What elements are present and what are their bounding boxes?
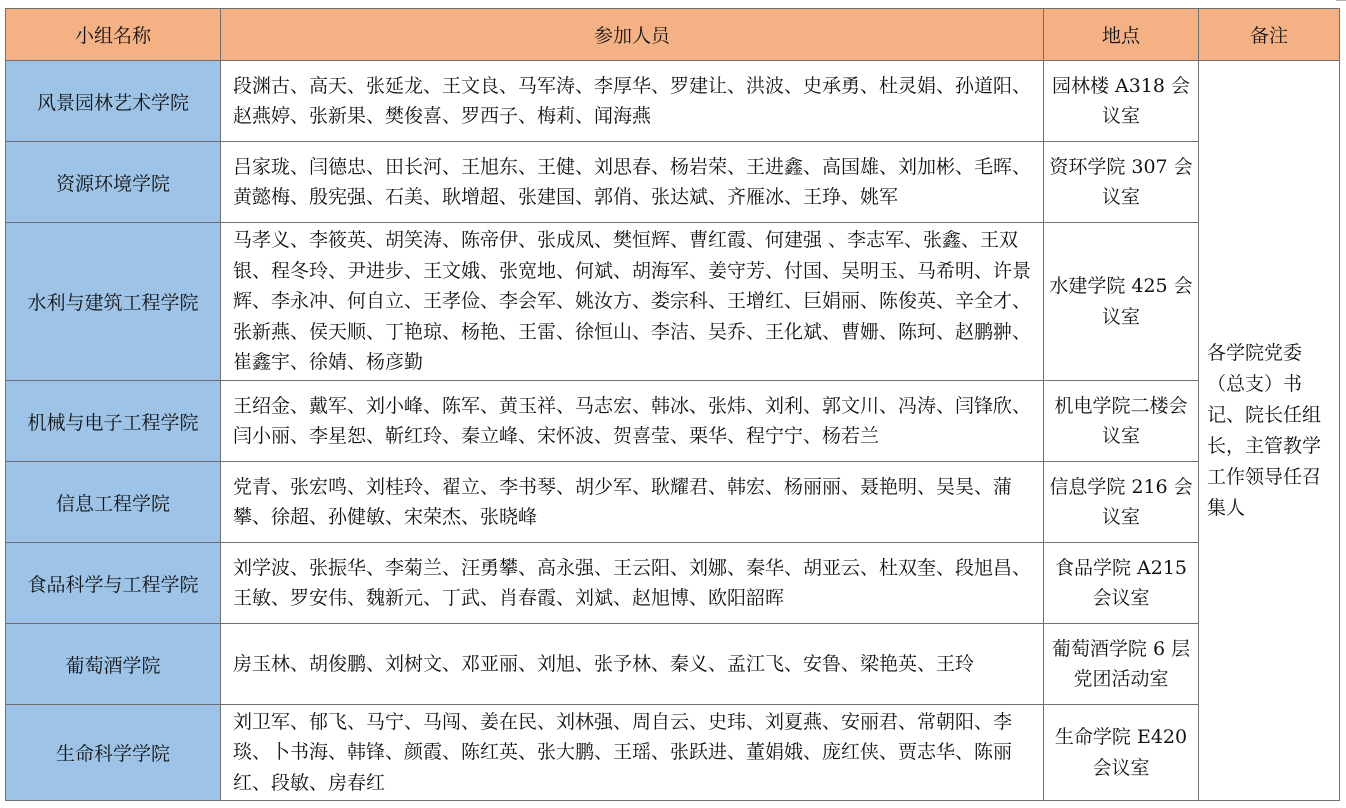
location-cell: 食品学院 A215 会议室 xyxy=(1044,543,1199,624)
members-cell: 党青、张宏鸣、刘桂玲、翟立、李书琴、胡少军、耿耀君、韩宏、杨丽丽、聂艳明、吴昊、蒲攀、徐超、孙健敏、宋荣杰、张晓峰 xyxy=(221,462,1044,543)
group-name-cell: 机械与电子工程学院 xyxy=(6,381,221,462)
table-row xyxy=(6,142,1340,223)
location-cell: 葡萄酒学院 6 层党团活动室 xyxy=(1044,624,1199,705)
note-cell: 各学院党委（总支）书记、院长任组长，主管教学工作领导任召集人 xyxy=(1199,61,1340,801)
members-cell: 马孝义、李筱英、胡笑涛、陈帝伊、张成凤、樊恒辉、曹红霞、何建强 、李志军、张鑫、王双银、程冬玲、尹进步、王文娥、张宽地、何斌、胡海军、姜守芳、付国、吴明玉、马希明、许景辉、李永冲、何自立、王孝俭、李会军、姚汝方、娄宗科、王增红、巨娟丽、陈俊英、辛全才、张新燕、侯天顺、丁艳琼、杨艳、王雷、徐恒山、李洁、吴乔、王化斌、曹姗、陈珂、赵鹏翀、崔鑫宇、徐婧、杨彦勤 xyxy=(221,223,1044,381)
table-row xyxy=(6,624,1340,705)
table-row xyxy=(6,705,1340,801)
members-cell: 刘学波、张振华、李菊兰、汪勇攀、高永强、王云阳、刘娜、秦华、胡亚云、杜双奎、段旭昌、王敏、罗安伟、魏新元、丁武、肖春霞、刘斌、赵旭博、欧阳韶晖 xyxy=(221,543,1044,624)
header-group-name: 小组名称 xyxy=(6,9,221,61)
members-cell: 刘卫军、郁飞、马宁、马闯、姜在民、刘林强、周自云、史玮、刘夏燕、安丽君、常朝阳、李琰、卜书海、韩锋、颜霞、陈红英、张大鹏、王瑶、张跃进、董娟娥、庞红侠、贾志华、陈丽红、段敏、房春红 xyxy=(221,705,1044,801)
table-row xyxy=(6,381,1340,462)
location-cell: 园林楼 A318 会议室 xyxy=(1044,61,1199,142)
group-name-cell: 资源环境学院 xyxy=(6,142,221,223)
location-cell: 机电学院二楼会议室 xyxy=(1044,381,1199,462)
location-cell: 信息学院 216 会议室 xyxy=(1044,462,1199,543)
group-name-cell: 食品科学与工程学院 xyxy=(6,543,221,624)
table-row xyxy=(6,61,1340,142)
members-cell: 王绍金、戴军、刘小峰、陈军、黄玉祥、马志宏、韩冰、张炜、刘利、郭文川、冯涛、闫锋欣、闫小丽、李星恕、靳红玲、秦立峰、宋怀波、贺喜莹、栗华、程宁宁、杨若兰 xyxy=(221,381,1044,462)
header-row xyxy=(6,9,1340,61)
location-cell: 生命学院 E420 会议室 xyxy=(1044,705,1199,801)
location-cell: 水建学院 425 会议室 xyxy=(1044,223,1199,381)
group-assignment-table xyxy=(5,8,1340,801)
members-cell: 段渊古、高天、张延龙、王文良、马军涛、李厚华、罗建让、洪波、史承勇、杜灵娟、孙道阳、赵燕婷、张新果、樊俊喜、罗西子、梅莉、闻海燕 xyxy=(221,61,1044,142)
group-name-cell: 葡萄酒学院 xyxy=(6,624,221,705)
group-name-cell: 水利与建筑工程学院 xyxy=(6,223,221,381)
location-cell: 资环学院 307 会议室 xyxy=(1044,142,1199,223)
header-location: 地点 xyxy=(1044,9,1199,61)
members-cell: 吕家珑、闫德忠、田长河、王旭东、王健、刘思春、杨岩荣、王进鑫、高国雄、刘加彬、毛晖、黄懿梅、殷宪强、石美、耿增超、张建国、郭俏、张达斌、齐雁冰、王琤、姚军 xyxy=(221,142,1044,223)
table-row xyxy=(6,223,1340,381)
header-note: 备注 xyxy=(1199,9,1340,61)
group-name-cell: 风景园林艺术学院 xyxy=(6,61,221,142)
page-corner-mark xyxy=(1336,0,1346,2)
table-row xyxy=(6,543,1340,624)
header-members: 参加人员 xyxy=(221,9,1044,61)
group-name-cell: 信息工程学院 xyxy=(6,462,221,543)
members-cell: 房玉林、胡俊鹏、刘树文、邓亚丽、刘旭、张予林、秦义、孟江飞、安鲁、梁艳英、王玲 xyxy=(221,624,1044,705)
group-name-cell: 生命科学学院 xyxy=(6,705,221,801)
table-row xyxy=(6,462,1340,543)
